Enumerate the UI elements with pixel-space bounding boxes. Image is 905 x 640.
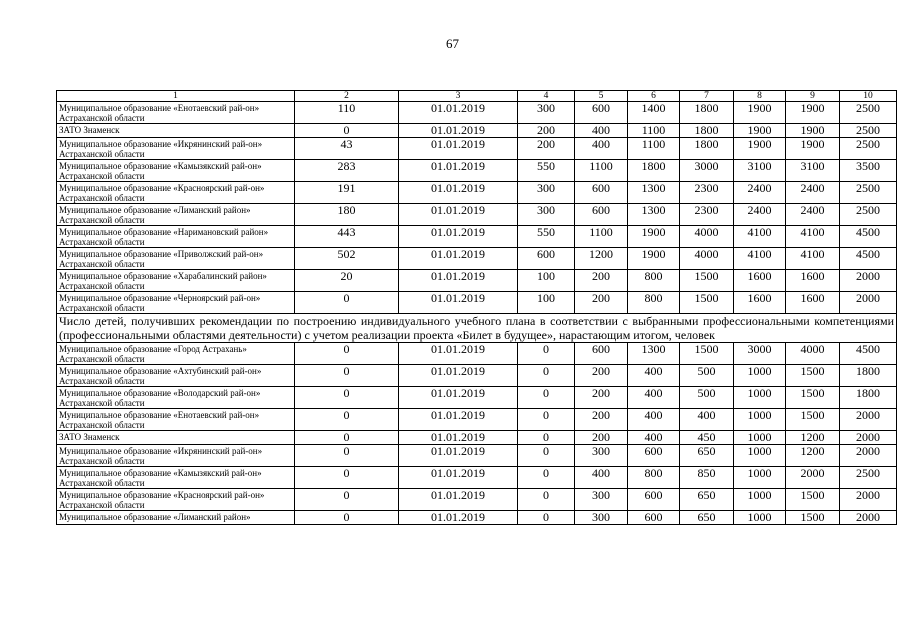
table-row [57,387,897,409]
table-cell: 110 [295,102,399,124]
table-cell: 4100 [734,248,786,270]
table-cell: 1200 [575,248,628,270]
municipality-name: Муниципальное образование «Красноярский рай-он» Астраханской области [57,489,295,511]
municipality-name: Муниципальное образование «Ахтубинский рай-он» Астраханской области [57,365,295,387]
municipality-name: Муниципальное образование «Икрянинский рай-он» Астраханской области [57,445,295,467]
table-cell: 01.01.2019 [399,511,518,525]
table-cell: 1200 [786,431,840,445]
table-cell: 2500 [840,138,897,160]
table-cell: 01.01.2019 [399,270,518,292]
table-cell: 1500 [680,343,734,365]
table-row [57,431,897,445]
table-cell: 283 [295,160,399,182]
table-cell: 0 [295,489,399,511]
column-header: 8 [734,91,786,102]
table-cell: 0 [295,445,399,467]
table-cell: 0 [295,292,399,314]
table-cell: 1100 [575,160,628,182]
table-cell: 0 [518,343,575,365]
table-cell: 01.01.2019 [399,409,518,431]
table-cell: 01.01.2019 [399,160,518,182]
table-cell: 600 [575,343,628,365]
table-cell: 1900 [786,102,840,124]
table-cell: 500 [680,387,734,409]
table-cell: 100 [518,292,575,314]
table-cell: 0 [295,343,399,365]
table-cell: 200 [518,138,575,160]
table-cell: 1000 [734,467,786,489]
table-cell: 2500 [840,467,897,489]
table-cell: 0 [295,409,399,431]
table-cell: 2300 [680,204,734,226]
table-cell: 1300 [628,343,680,365]
table-cell: 01.01.2019 [399,343,518,365]
table-cell: 1000 [734,431,786,445]
table-cell: 3100 [734,160,786,182]
table-cell: 400 [628,387,680,409]
table-cell: 600 [628,511,680,525]
column-header: 6 [628,91,680,102]
column-header: 10 [840,91,897,102]
table-cell: 43 [295,138,399,160]
table-cell: 800 [628,270,680,292]
table-cell: 1600 [734,270,786,292]
table-cell: 300 [518,102,575,124]
table-cell: 1900 [734,102,786,124]
table-cell: 1500 [786,511,840,525]
table-cell: 1000 [734,365,786,387]
table-cell: 1800 [680,124,734,138]
column-header: 5 [575,91,628,102]
table-cell: 1900 [786,124,840,138]
municipality-name: Муниципальное образование «Черноярский рай-он» Астраханской области [57,292,295,314]
table-cell: 01.01.2019 [399,365,518,387]
table-cell: 3100 [786,160,840,182]
table-cell: 2400 [786,204,840,226]
table-cell: 300 [575,445,628,467]
table-row [57,102,897,124]
table-cell: 2000 [840,489,897,511]
table-cell: 1200 [786,445,840,467]
table-cell: 200 [575,431,628,445]
table-cell: 0 [295,467,399,489]
table-cell: 0 [295,431,399,445]
table-cell: 1800 [840,387,897,409]
table-cell: 300 [518,182,575,204]
table-cell: 01.01.2019 [399,445,518,467]
table-row [57,160,897,182]
table-row [57,124,897,138]
table-cell: 01.01.2019 [399,102,518,124]
municipality-name: Муниципальное образование «Камызякский рай-он» Астраханской области [57,467,295,489]
table-cell: 1500 [786,365,840,387]
table-cell: 0 [518,431,575,445]
section-row [57,314,897,343]
table-cell: 1900 [734,138,786,160]
municipality-name: Муниципальное образование «Красноярский рай-он» Астраханской области [57,182,295,204]
table-cell: 502 [295,248,399,270]
table-cell: 400 [575,138,628,160]
table-cell: 443 [295,226,399,248]
column-header: 4 [518,91,575,102]
table-cell: 0 [518,489,575,511]
table-cell: 01.01.2019 [399,467,518,489]
table-cell: 0 [518,445,575,467]
table-cell: 1900 [628,248,680,270]
municipality-name: Муниципальное образование «Лиманский район» Астраханской области [57,204,295,226]
table-cell: 300 [575,511,628,525]
table-cell: 300 [518,204,575,226]
column-header: 3 [399,91,518,102]
table-cell: 2000 [840,445,897,467]
table-cell: 2000 [840,409,897,431]
table-row [57,182,897,204]
municipality-name: Муниципальное образование «Лиманский район» [57,511,295,525]
table-cell: 400 [680,409,734,431]
table-cell: 450 [680,431,734,445]
table-cell: 1600 [786,270,840,292]
table-cell: 400 [575,124,628,138]
table-cell: 4000 [786,343,840,365]
table-cell: 1100 [575,226,628,248]
table-cell: 01.01.2019 [399,489,518,511]
table-cell: 850 [680,467,734,489]
table-cell: 0 [518,409,575,431]
table-cell: 400 [628,431,680,445]
table-row [57,365,897,387]
table-cell: 600 [628,489,680,511]
table-cell: 1900 [786,138,840,160]
table-cell: 500 [680,365,734,387]
table-cell: 0 [518,467,575,489]
table-cell: 2000 [840,270,897,292]
table-cell: 2500 [840,102,897,124]
table-cell: 2500 [840,124,897,138]
table-row [57,343,897,365]
table-cell: 3000 [680,160,734,182]
table-cell: 1000 [734,489,786,511]
table-cell: 2400 [786,182,840,204]
table-cell: 1500 [786,489,840,511]
table-cell: 4500 [840,343,897,365]
table-cell: 1900 [734,124,786,138]
table-cell: 0 [518,387,575,409]
table-cell: 600 [628,445,680,467]
table-cell: 400 [628,409,680,431]
table-cell: 300 [575,489,628,511]
table-row [57,445,897,467]
table-cell: 1100 [628,138,680,160]
table-row [57,489,897,511]
table-cell: 2400 [734,182,786,204]
municipality-name: Муниципальное образование «Енотаевский рай-он» Астраханской области [57,102,295,124]
table-cell: 4000 [680,226,734,248]
table-cell: 650 [680,511,734,525]
table-cell: 1300 [628,182,680,204]
table-row [57,270,897,292]
table-cell: 01.01.2019 [399,226,518,248]
table-cell: 400 [575,467,628,489]
table-cell: 2000 [840,511,897,525]
table-cell: 650 [680,445,734,467]
table-cell: 1000 [734,511,786,525]
table-row [57,138,897,160]
table-cell: 400 [628,365,680,387]
table-cell: 600 [575,204,628,226]
table-cell: 01.01.2019 [399,292,518,314]
table-cell: 20 [295,270,399,292]
table-cell: 650 [680,489,734,511]
table-cell: 800 [628,292,680,314]
table-cell: 0 [295,387,399,409]
table-cell: 0 [295,365,399,387]
section-title: Число детей, получивших рекомендации по построению индивидуального учебного плана в соответствии с выбранными профессиональными компетенциями (профессиональными областями деятельности) с учетом реализации проекта «Билет в будущее», нарастающим итогом, человек [57,314,897,343]
table-cell: 01.01.2019 [399,387,518,409]
table-row [57,292,897,314]
municipality-name: Муниципальное образование «Икрянинский рай-он» Астраханской области [57,138,295,160]
table-cell: 1600 [786,292,840,314]
column-header: 1 [57,91,295,102]
municipality-name: Муниципальное образование «Приволжский рай-он» Астраханской области [57,248,295,270]
table-cell: 2000 [786,467,840,489]
page-number: 67 [446,36,459,51]
indicator-table [56,90,897,525]
table-cell: 200 [518,124,575,138]
column-header: 2 [295,91,399,102]
table-row [57,204,897,226]
table-cell: 0 [518,365,575,387]
table-cell: 4500 [840,248,897,270]
municipality-name: Муниципальное образование «Харабалинский район» Астраханской области [57,270,295,292]
table-cell: 1000 [734,445,786,467]
table-cell: 1800 [628,160,680,182]
table-cell: 4000 [680,248,734,270]
table-cell: 2000 [840,292,897,314]
table-cell: 1800 [680,102,734,124]
table-cell: 200 [575,409,628,431]
table-cell: 01.01.2019 [399,182,518,204]
table-cell: 01.01.2019 [399,431,518,445]
municipality-name: Муниципальное образование «Камызякский рай-он» Астраханской области [57,160,295,182]
table-cell: 1500 [680,270,734,292]
table-cell: 1000 [734,409,786,431]
column-number-row [57,91,897,102]
table-cell: 1500 [786,409,840,431]
table-cell: 3500 [840,160,897,182]
table-cell: 1100 [628,124,680,138]
table-cell: 2500 [840,182,897,204]
table-cell: 2400 [734,204,786,226]
table-row [57,467,897,489]
table-cell: 2500 [840,204,897,226]
table-row [57,226,897,248]
table-cell: 4100 [786,248,840,270]
table-row [57,248,897,270]
table-cell: 600 [518,248,575,270]
table-cell: 4100 [734,226,786,248]
column-header: 9 [786,91,840,102]
table-cell: 191 [295,182,399,204]
table-row [57,511,897,525]
table-cell: 1600 [734,292,786,314]
table-cell: 550 [518,226,575,248]
table-cell: 01.01.2019 [399,138,518,160]
table-cell: 2300 [680,182,734,204]
table-cell: 0 [518,511,575,525]
table-cell: 4500 [840,226,897,248]
table-cell: 1500 [680,292,734,314]
table-cell: 01.01.2019 [399,124,518,138]
table-cell: 0 [295,511,399,525]
table-cell: 200 [575,365,628,387]
municipality-name: Муниципальное образование «Володарский рай-он» Астраханской области [57,387,295,409]
table-cell: 200 [575,270,628,292]
table-cell: 200 [575,387,628,409]
municipality-name: Муниципальное образование «Наримановский район» Астраханской области [57,226,295,248]
table-cell: 3000 [734,343,786,365]
table-cell: 600 [575,102,628,124]
table-cell: 550 [518,160,575,182]
table-cell: 1000 [734,387,786,409]
table-cell: 600 [575,182,628,204]
table-cell: 4100 [786,226,840,248]
municipality-name: ЗАТО Знаменск [57,124,295,138]
table-cell: 1800 [680,138,734,160]
table-cell: 180 [295,204,399,226]
table-cell: 0 [295,124,399,138]
column-header: 7 [680,91,734,102]
table-cell: 200 [575,292,628,314]
table-row [57,409,897,431]
table-cell: 01.01.2019 [399,248,518,270]
table-cell: 2000 [840,431,897,445]
municipality-name: Муниципальное образование «Енотаевский рай-он» Астраханской области [57,409,295,431]
table-cell: 1800 [840,365,897,387]
table-cell: 1500 [786,387,840,409]
table-cell: 01.01.2019 [399,204,518,226]
table-cell: 1400 [628,102,680,124]
table-cell: 1300 [628,204,680,226]
municipality-name: Муниципальное образование «Город Астрахань» Астраханской области [57,343,295,365]
table-cell: 800 [628,467,680,489]
table-cell: 100 [518,270,575,292]
municipality-name: ЗАТО Знаменск [57,431,295,445]
table-cell: 1900 [628,226,680,248]
